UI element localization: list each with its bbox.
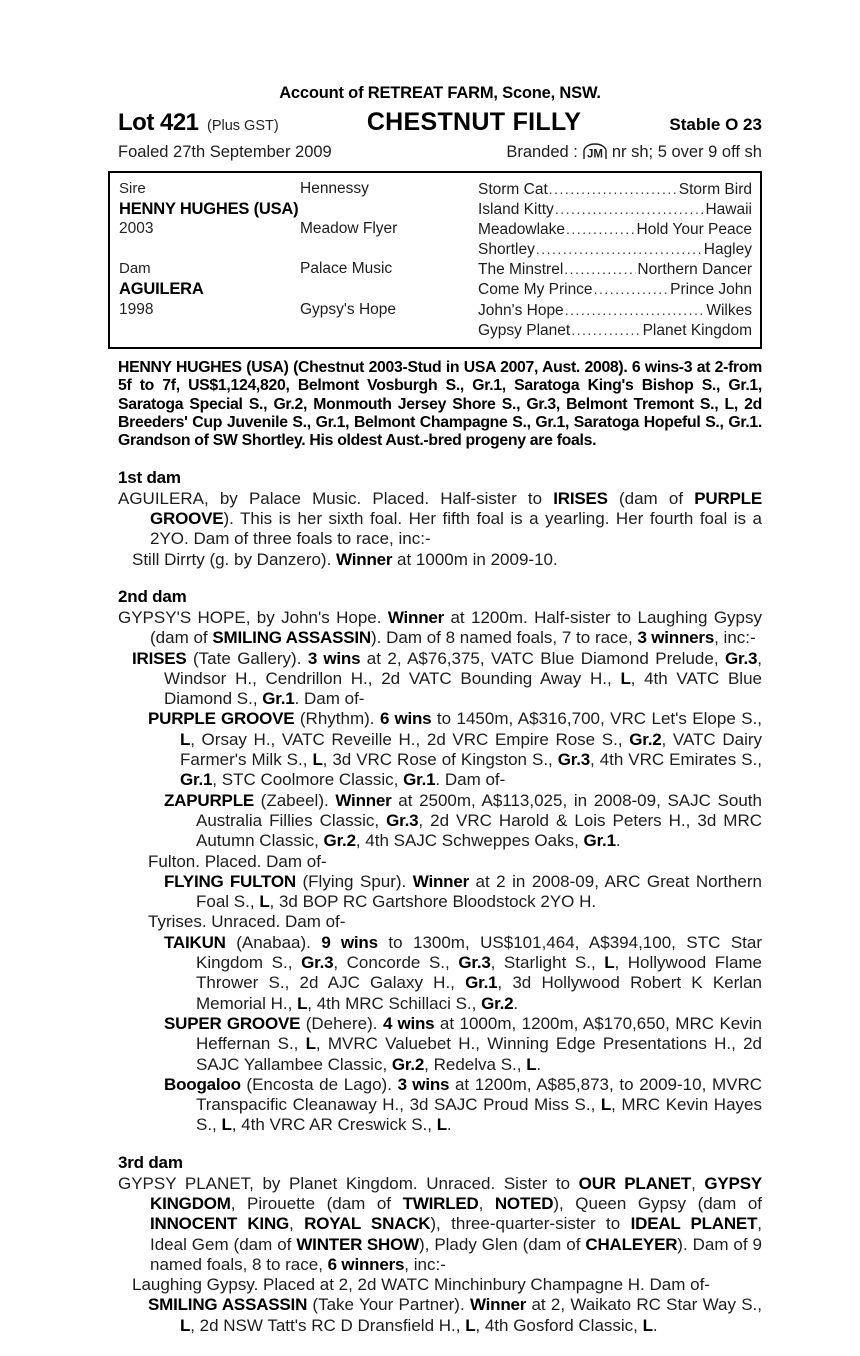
bold-run: Winner: [336, 549, 393, 569]
bold-run: L: [297, 993, 308, 1013]
bold-run: L: [312, 750, 323, 770]
foaled-date: Foaled 27th September 2009: [118, 142, 332, 161]
bold-run: 3 winners: [637, 628, 715, 648]
bold-run: WINTER SHOW: [296, 1234, 419, 1254]
bold-run: Gr.2: [323, 831, 356, 851]
text-run: , Orsay H., VATC Reveille H., 2d VRC Empire Rose S.,: [190, 729, 630, 749]
bold-run: 3 wins: [307, 648, 361, 668]
pedigree-parent-cell: [300, 239, 478, 259]
horse-title: CHESTNUT FILLY: [366, 108, 582, 136]
ancestor-dam: Planet Kingdom: [642, 321, 752, 339]
text-run: , STC Coolmore Classic,: [212, 770, 404, 790]
text-run: , Pirouette (dam of: [230, 1193, 403, 1213]
bold-run: L: [436, 1115, 447, 1135]
bold-run: Gr.3: [386, 810, 419, 830]
text-run: ). This is her sixth foal. Her fifth foal is a yearling. Her fourth foal is a 2YO. Dam of three foals to race, inc:-: [150, 509, 762, 549]
bold-run: L: [604, 953, 615, 973]
text-run: , 4th VATC Blue Diamond S.,: [164, 668, 762, 709]
leader-dots: [564, 259, 636, 279]
text-run: , Starlight S.,: [490, 953, 605, 973]
svg-text:JM: JM: [586, 148, 603, 161]
text-run: , 4th Gosford Classic,: [475, 1315, 643, 1335]
ancestor-dam: Hagley: [703, 241, 752, 259]
ancestor-sire: Meadowlake: [478, 221, 566, 239]
ancestor-dam: Wilkes: [706, 301, 752, 319]
ancestor-dam: Hawaii: [705, 201, 752, 219]
pedigree-ancestor-cell: [478, 219, 752, 239]
pedigree-horse-cell: [119, 320, 300, 340]
text-run: .: [652, 1315, 658, 1335]
pedigree-paragraph: [118, 1174, 762, 1275]
text-run: at 2, A$76,375, VATC Blue Diamond Prelude,: [360, 648, 725, 668]
pedigree-row: [119, 219, 752, 239]
text-run: ). Dam of 9 named foals, 8 to race,: [150, 1234, 762, 1274]
text-run: , 4th VRC AR Creswick S.,: [231, 1115, 437, 1135]
text-run: at 2, Waikato RC Star Way S.,: [526, 1295, 762, 1315]
ancestor-sire: Island Kitty: [478, 201, 554, 219]
pedigree-row: [119, 279, 752, 299]
pedigree-paragraph: [118, 649, 762, 710]
branded-info: [506, 142, 762, 162]
text-run: , inc:-: [404, 1254, 446, 1274]
pedigree-paragraph: [118, 1275, 762, 1295]
bold-run: Winner: [335, 790, 392, 810]
bold-run: L: [221, 1115, 232, 1135]
pedigree-ancestor-cell: [478, 179, 752, 199]
pedigree-paragraph: [118, 489, 762, 550]
text-run: , 3d Hollywood Robert K Kerlan Memorial H.,: [196, 973, 762, 1013]
dam-heading: 3rd dam: [118, 1152, 183, 1172]
pedigree-paragraph: [118, 1295, 762, 1336]
bold-run: L: [305, 1034, 316, 1054]
bold-run: Gr.3: [301, 953, 334, 973]
pedigree-paragraph: [118, 912, 762, 932]
bold-run: CHALEYER: [585, 1234, 678, 1254]
lot-number: Lot 421: [118, 109, 199, 136]
bold-run: L: [180, 1315, 191, 1335]
pedigree-ancestor-cell: [478, 259, 752, 279]
pedigree-row: [119, 179, 752, 199]
text-run: , 4th VRC Emirates S.,: [590, 750, 762, 770]
lot-row: [118, 108, 762, 137]
bold-run: Gr.2: [481, 993, 514, 1013]
brand-mark-icon: [581, 142, 609, 162]
foal-row: [118, 142, 762, 162]
gst-note: (Plus GST): [206, 118, 279, 134]
bold-run: 6 winners: [327, 1254, 405, 1274]
text-run: at 1000m in 2009-10.: [392, 549, 558, 569]
pedigree-horse-cell: AGUILERA: [119, 280, 204, 299]
ancestor-sire: Shortley: [478, 241, 535, 259]
bold-run: PURPLE GROOVE: [150, 488, 762, 529]
ancestor-dam: Hold Your Peace: [636, 221, 752, 239]
bold-run: 3 wins: [397, 1074, 450, 1094]
pedigree-row: [119, 320, 752, 340]
text-run: , VATC Dairy Farmer's Milk S.,: [180, 729, 763, 770]
text-run: , Redelva S.,: [424, 1054, 527, 1074]
bold-run: GYPSY KINGDOM: [150, 1173, 762, 1213]
leader-dots: [536, 239, 703, 259]
text-run: Fulton. Placed. Dam of-: [148, 851, 327, 871]
bold-run: SMILING ASSASSIN: [212, 628, 371, 648]
pedigree-paragraph: [118, 791, 762, 852]
bold-run: ROYAL SNACK: [304, 1214, 431, 1234]
text-run: , 2d NSW Tatt's RC D Dransfield H.,: [190, 1315, 466, 1335]
text-run: ,: [289, 1214, 305, 1234]
stable-number: Stable O 23: [669, 115, 762, 134]
bold-run: Gr.2: [629, 729, 662, 749]
bold-run: TWIRLED: [402, 1193, 479, 1213]
text-run: ), three-quarter-sister to: [430, 1214, 631, 1234]
branded-detail: nr sh; 5 over 9 off sh: [611, 142, 762, 161]
pedigree-horse-cell: Sire: [119, 180, 146, 197]
pedigree-table: [108, 171, 762, 349]
bold-run: L: [642, 1315, 653, 1335]
text-run: .: [536, 1054, 542, 1074]
pedigree-parent-cell: Gypsy's Hope: [300, 300, 396, 318]
dam-sections: [118, 468, 762, 1336]
pedigree-paragraph: [118, 709, 762, 790]
text-run: Still Dirrty (g. by Danzero).: [132, 549, 337, 569]
bold-run: Gr.1: [583, 831, 616, 851]
leader-dots: [571, 320, 641, 340]
bold-run: L: [180, 729, 191, 749]
bold-run: Gr.1: [262, 689, 295, 709]
text-run: , inc:-: [714, 628, 756, 648]
bold-run: 4 wins: [382, 1013, 435, 1033]
bold-run: TAIKUN: [164, 932, 226, 952]
text-run: , Ideal Gem (dam of: [150, 1214, 762, 1254]
bold-run: Gr.1: [180, 770, 213, 790]
pedigree-row: [119, 239, 752, 259]
bold-run: ZAPURPLE: [164, 790, 255, 810]
sire-summary: HENNY HUGHES (USA) (Chestnut 2003-Stud in USA 2007, Aust. 2008). 6 wins-3 at 2-from 5f to 7f, US$1,124,820, Belmont Vosburgh S., Gr.1, Saratoga King's Bishop S., Gr.1, Saratoga Special S., Gr.2, Monmouth Jersey Shore S., Gr.3, Belmont Tremont S., L, 2d Breeders' Cup Juvenile S., Gr.1, Belmont Champagne S., Gr.1, Saratoga Hopeful S., Gr.1. Grandson of SW Shortley. His oldest Aust.-bred progeny are foals.: [118, 358, 762, 450]
pedigree-row: [119, 259, 752, 279]
pedigree-paragraph: [118, 1075, 762, 1136]
bold-run: Gr.3: [557, 750, 591, 770]
pedigree-parent-cell: Hennessy: [300, 180, 369, 197]
text-run: GYPSY'S HOPE, by John's Hope.: [118, 607, 388, 627]
text-run: at 1200m. Half-sister to Laughing Gypsy (dam of: [150, 607, 762, 648]
pedigree-horse-cell: [119, 239, 300, 259]
ancestor-dam: Northern Dancer: [637, 261, 752, 279]
pedigree-paragraph: [118, 872, 762, 913]
leader-dots: [565, 300, 706, 320]
bold-run: Winner: [387, 607, 445, 627]
pedigree-parent-cell: Palace Music: [300, 260, 393, 278]
text-run: (Rhythm).: [294, 709, 380, 729]
text-run: (dam of: [607, 488, 695, 508]
ancestor-sire: Storm Cat: [478, 181, 548, 198]
leader-dots: [594, 279, 670, 299]
pedigree-parent-cell: [300, 199, 478, 219]
text-run: GYPSY PLANET, by Planet Kingdom. Unraced. Sister to: [118, 1173, 579, 1193]
text-run: to 1300m, US$101,464, A$394,100, STC Star Kingdom S.,: [196, 932, 763, 973]
text-run: ). Dam of 8 named foals, 7 to race,: [371, 628, 638, 648]
text-run: ,: [691, 1173, 705, 1193]
pedigree-paragraph: [118, 1014, 762, 1075]
pedigree-horse-cell: 1998: [119, 300, 154, 318]
pedigree-horse-cell: HENNY HUGHES (USA): [119, 200, 299, 219]
text-run: (Tate Gallery).: [186, 648, 308, 668]
bold-run: Gr.1: [403, 770, 436, 790]
account-line: Account of RETREAT FARM, Scone, NSW.: [279, 84, 601, 102]
bold-run: L: [600, 1095, 612, 1115]
text-run: . Dam of-: [435, 770, 506, 790]
ancestor-sire: Come My Prince: [478, 281, 593, 299]
bold-run: PURPLE GROOVE: [148, 709, 295, 729]
bold-run: L: [465, 1315, 476, 1335]
dam-heading: 1st dam: [118, 467, 181, 487]
bold-run: IRISES: [553, 488, 608, 508]
pedigree-ancestor-cell: [478, 320, 752, 340]
text-run: Tyrises. Unraced. Dam of-: [148, 912, 346, 932]
text-run: , 2d VRC Harold & Lois Peters H., 3d MRC Autumn Classic,: [196, 810, 763, 851]
dam-heading: 2nd dam: [118, 586, 187, 606]
leader-dots: [566, 219, 635, 239]
text-run: , 4th MRC Schillaci S.,: [307, 993, 482, 1013]
bold-run: Gr.2: [391, 1054, 425, 1074]
text-run: at 2 in 2008-09, ARC Great Northern Foal S.,: [196, 871, 762, 912]
bold-run: SUPER GROOVE: [164, 1013, 301, 1033]
pedigree-horse-cell: Dam: [119, 260, 151, 278]
text-run: ), Queen Gypsy (dam of: [553, 1193, 763, 1213]
text-run: (Dehere).: [300, 1013, 383, 1033]
branded-label: Branded :: [506, 142, 578, 161]
pedigree-ancestor-cell: [478, 279, 752, 299]
text-run: , MRC Kevin Hayes S.,: [196, 1095, 762, 1135]
text-run: (Flying Spur).: [296, 871, 413, 891]
ancestor-dam: Storm Bird: [678, 181, 752, 198]
text-run: AGUILERA, by Palace Music. Placed. Half-sister to: [118, 488, 554, 508]
text-run: at 1200m, A$85,873, to 2009-10, MVRC Transpacific Cleanaway H., 3d SAJC Proud Miss S.,: [196, 1074, 763, 1115]
text-run: , 3d VRC Rose of Kingston S.,: [322, 750, 558, 770]
bold-run: Winner: [469, 1295, 527, 1315]
bold-run: INNOCENT KING: [150, 1214, 290, 1234]
text-run: (Anabaa).: [225, 932, 322, 952]
pedigree-horse-cell: 2003: [119, 220, 154, 238]
text-run: .: [615, 831, 621, 851]
pedigree-paragraph: [118, 933, 762, 1014]
bold-run: Winner: [412, 871, 470, 891]
ancestor-sire: John's Hope: [478, 301, 564, 319]
text-run: Laughing Gypsy. Placed at 2, 2d WATC Minchinbury Champagne H. Dam of-: [132, 1275, 710, 1295]
pedigree-paragraph: [118, 608, 762, 649]
text-run: , Concorde S.,: [333, 953, 459, 973]
pedigree-ancestor-cell: [478, 239, 752, 259]
bold-run: Gr.1: [465, 973, 498, 993]
ancestor-dam: Prince John: [670, 281, 752, 299]
text-run: , 3d BOP RC Gartshore Bloodstock 2YO H.: [269, 892, 597, 912]
bold-run: L: [259, 892, 270, 912]
text-run: to 1450m, A$316,700, VRC Let's Elope S.,: [431, 709, 763, 729]
text-run: (Take Your Partner).: [307, 1295, 470, 1315]
text-run: , 4th SAJC Schweppes Oaks,: [355, 831, 584, 851]
text-run: , Hollywood Flame Thrower S., 2d AJC Galaxy H.,: [196, 953, 763, 993]
ancestor-sire: Gypsy Planet: [478, 321, 571, 339]
bold-run: Gr.3: [724, 648, 758, 668]
leader-dots: [555, 199, 705, 219]
pedigree-paragraph: [118, 550, 762, 570]
pedigree-parent-cell: Meadow Flyer: [300, 220, 398, 238]
bold-run: 6 wins: [379, 709, 432, 729]
text-run: ,: [478, 1193, 495, 1213]
text-run: ), Plady Glen (dam of: [419, 1234, 586, 1254]
lot-block: [118, 109, 279, 137]
text-run: at 1000m, 1200m, A$170,650, MRC Kevin Heffernan S.,: [196, 1013, 762, 1054]
bold-run: IDEAL PLANET: [630, 1214, 758, 1234]
bold-run: L: [526, 1054, 537, 1074]
bold-run: L: [620, 668, 631, 688]
text-run: (Zabeel).: [254, 790, 336, 810]
bold-run: SMILING ASSASSIN: [148, 1295, 308, 1315]
pedigree-ancestor-cell: [478, 199, 752, 219]
text-run: at 2500m, A$113,025, in 2008-09, SAJC South Australia Fillies Classic,: [196, 790, 762, 830]
ancestor-sire: The Minstrel: [478, 261, 564, 279]
bold-run: IRISES: [132, 648, 187, 668]
pedigree-parent-cell: [300, 320, 478, 340]
text-run: (Encosta de Lago).: [240, 1074, 398, 1094]
bold-run: OUR PLANET: [578, 1173, 692, 1193]
pedigree-row: [119, 300, 752, 320]
bold-run: Gr.3: [458, 953, 491, 973]
bold-run: 9 wins: [321, 932, 378, 952]
pedigree-ancestor-cell: [478, 300, 752, 320]
text-run: . Dam of-: [294, 689, 365, 709]
pedigree-paragraph: [118, 852, 762, 872]
bold-run: NOTED: [494, 1193, 554, 1213]
pedigree-row: [119, 199, 752, 219]
text-run: .: [446, 1115, 452, 1135]
leader-dots: [549, 179, 678, 199]
pedigree-parent-cell: [300, 279, 478, 299]
text-run: , Windsor H., Cendrillon H., 2d VATC Bounding Away H.,: [164, 648, 762, 688]
bold-run: FLYING FULTON: [164, 871, 297, 891]
text-run: .: [513, 993, 519, 1013]
text-run: , MVRC Valuebet H., Winning Edge Presentations H., 2d SAJC Yallambee Classic,: [196, 1034, 762, 1074]
bold-run: Boogaloo: [164, 1074, 241, 1094]
